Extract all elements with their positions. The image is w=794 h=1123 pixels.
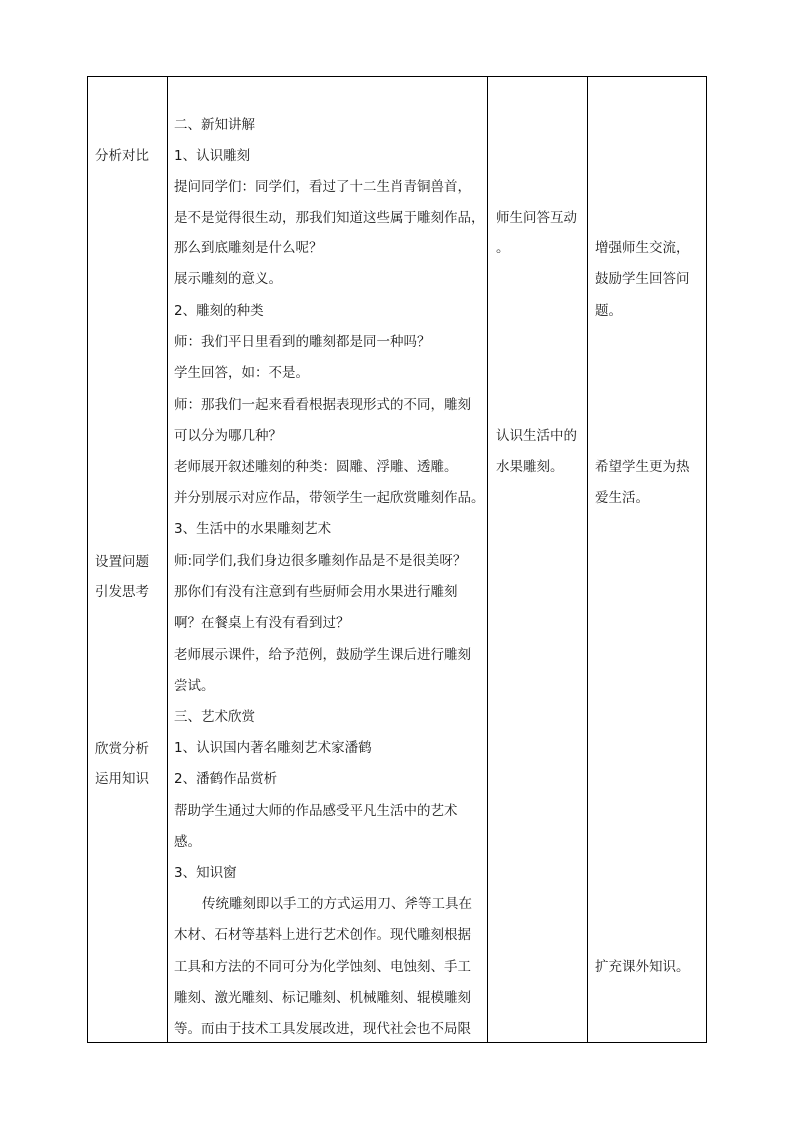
content-line: 可以分为哪几种？ [174,428,282,444]
content-line: 提问同学们：同学们，看过了十二生肖青铜兽首， [174,179,471,195]
content-line: 是不是觉得很生动，那我们知道这些属于雕刻作品， [174,210,485,226]
intent-line: 题。 [595,303,622,319]
intent-line: 扩充课外知识。 [595,959,690,975]
content-line: 帮助学生通过大师的作品感受平凡生活中的艺术 [174,803,458,819]
content-line: 展示雕刻的意义。 [174,271,282,287]
intent-line: 爱生活。 [595,490,649,506]
content-line: 感。 [174,834,201,850]
activity-line: 。 [496,240,510,256]
content-line: 3、知识窗 [174,865,237,881]
content-line: 雕刻、激光雕刻、标记雕刻、机械雕刻、辊模雕刻 [174,990,471,1006]
content-line: 传统雕刻即以手工的方式运用刀、斧等工具在 [202,896,472,912]
content-line: 1、认识雕刻 [174,148,251,164]
content-line: 师:同学们,我们身边很多雕刻作品是不是很美呀？ [174,553,467,569]
content-line: 木材、石材等基料上进行艺术创作。现代雕刻根据 [174,927,471,943]
activity-line: 水果雕刻。 [496,459,564,475]
activity-column [488,77,587,1042]
content-line: 三、艺术欣赏 [174,709,255,725]
content-line: 老师展开叙述雕刻的种类：圆雕、浮雕、透雕。 [174,459,458,475]
intent-line: 增强师生交流， [595,240,690,256]
content-line: 师：那我们一起来看看根据表现形式的不同，雕刻 [174,397,471,413]
content-line: 老师展示课件，给予范例，鼓励学生课后进行雕刻 [174,647,471,663]
content-line: 1、认识国内著名雕刻艺术家潘鹤 [174,740,372,756]
stage-label: 运用知识 [95,771,149,787]
content-line: 2、雕刻的种类 [174,303,264,319]
stage-column [88,77,167,1042]
intent-line: 希望学生更为热 [595,459,690,475]
stage-label: 设置问题 [95,554,149,570]
content-line: 啊？在餐桌上有没有看到过？ [174,615,350,631]
content-line: 尝试。 [174,678,215,694]
content-line: 学生回答，如：不是。 [174,365,309,381]
content-line: 2、潘鹤作品赏析 [174,771,278,787]
content-line: 那么到底雕刻是什么呢？ [174,240,323,256]
activity-line: 师生问答互动 [496,210,577,226]
stage-label: 分析对比 [95,148,149,164]
intent-line: 鼓励学生回答问 [595,271,690,287]
content-line: 3、生活中的水果雕刻艺术 [174,521,332,537]
content-line: 那你们有没有注意到有些厨师会用水果进行雕刻 [174,584,458,600]
activity-line: 认识生活中的 [496,428,577,444]
stage-label: 欣赏分析 [95,741,149,757]
content-line: 工具和方法的不同可分为化学蚀刻、电蚀刻、手工 [174,959,471,975]
content-column [168,77,487,1042]
content-line: 师：我们平日里看到的雕刻都是同一种吗？ [174,334,431,350]
content-line: 并分别展示对应作品，带领学生一起欣赏雕刻作品。 [174,490,485,506]
lesson-plan-table [87,76,707,1043]
intent-column [588,77,706,1042]
stage-label: 引发思考 [95,584,149,600]
content-line: 等。而由于技术工具发展改进，现代社会也不局限 [174,1021,471,1037]
content-line: 二、新知讲解 [174,117,255,133]
